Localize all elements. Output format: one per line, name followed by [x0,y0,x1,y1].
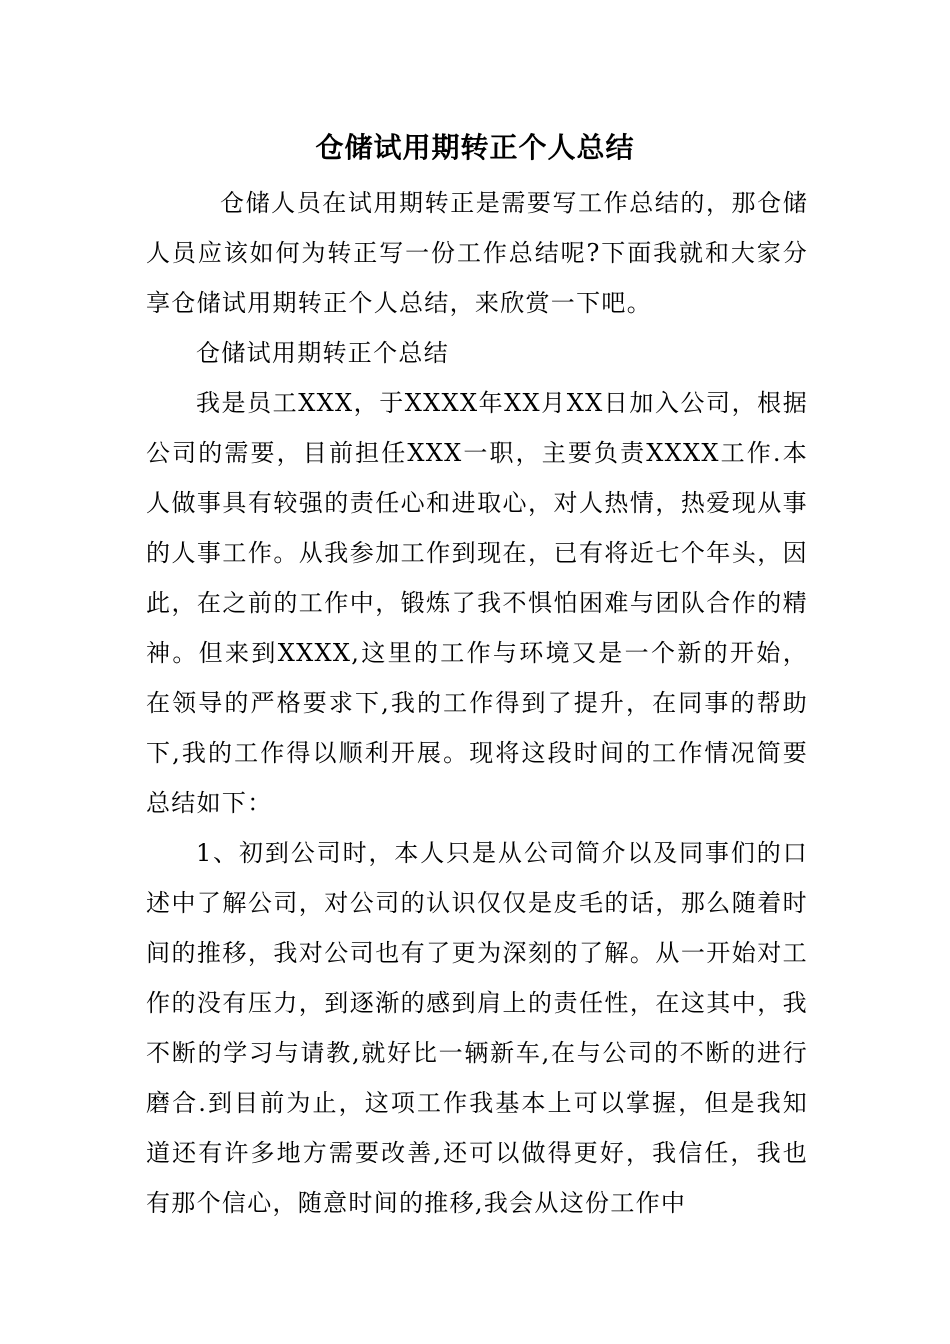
body-paragraph: 我是员工XXX，于XXXX年XX月XX日加入公司，根据公司的需要，目前担任XXX一职，主要负责XXXX工作.本人做事具有较强的责任心和进取心，对人热情，热爱现从事的人事工作。从我参加工作到现在，已有将近七个年头，因此，在之前的工作中，锻炼了我不惧怕困难与团队合作的精神。但来到XXXX,这里的工作与环境又是一个新的开始，在领导的严格要求下,我的工作得到了提升，在同事的帮助下,我的工作得以顺利开展。现将这段时间的工作情况简要总结如下： [146,389,808,817]
section-heading: 仓储试用期转正个总结 [196,339,449,367]
document-body [146,178,808,1228]
intro-paragraph: 仓储人员在试用期转正是需要写工作总结的，那仓储人员应该如何为转正写一份工作总结呢?下面我就和大家分享仓储试用期转正个人总结，来欣赏一下吧。 [146,189,808,317]
document-title: 仓储试用期转正个人总结 [315,131,635,164]
body-paragraph-numbered: 1、初到公司时，本人只是从公司简介以及同事们的口述中了解公司，对公司的认识仅仅是皮毛的话，那么随着时间的推移，我对公司也有了更为深刻的了解。从一开始对工作的没有压力，到逐渐的感到肩上的责任性，在这其中，我不断的学习与请教,就好比一辆新车,在与公司的不断的进行磨合.到目前为止，这项工作我基本上可以掌握，但是我知道还有许多地方需要改善,还可以做得更好，我信任，我也有那个信心，随意时间的推移,我会从这份工作中 [146,839,808,1217]
